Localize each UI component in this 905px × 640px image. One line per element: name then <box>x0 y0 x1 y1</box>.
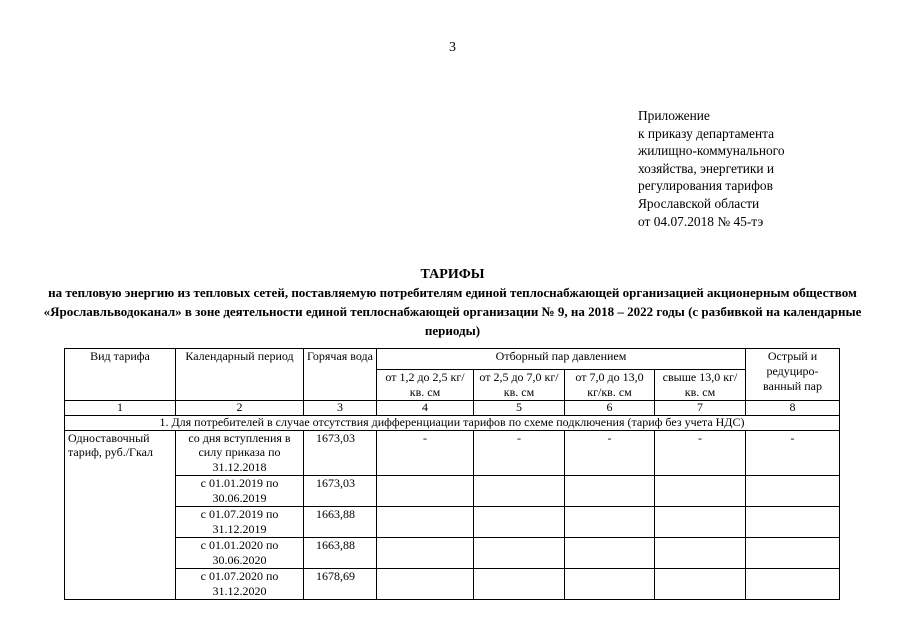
appendix-line: к приказу департамента <box>638 125 775 141</box>
steam-2-cell: - <box>474 430 565 475</box>
steam-1-cell <box>377 506 474 537</box>
steam-4-cell <box>655 506 746 537</box>
header-steam-1: от 1,2 до 2,5 кг/кв. см <box>377 370 474 401</box>
column-number: 8 <box>746 400 840 415</box>
steam-3-cell <box>565 475 655 506</box>
header-steam-4: свыше 13,0 кг/кв. см <box>655 370 746 401</box>
header-sharp-steam: Острый и редуциро-ванный пар <box>746 349 840 401</box>
sharp-steam-cell: - <box>746 430 840 475</box>
hot-water-cell: 1678,69 <box>304 568 377 599</box>
steam-4-cell <box>655 537 746 568</box>
steam-4-cell <box>655 568 746 599</box>
appendix-block <box>638 107 785 230</box>
table-row <box>65 537 840 568</box>
column-number: 5 <box>474 400 565 415</box>
period-cell: с 01.01.2019 по 30.06.2019 <box>176 475 304 506</box>
steam-3-cell: - <box>565 430 655 475</box>
column-number: 4 <box>377 400 474 415</box>
column-number: 7 <box>655 400 746 415</box>
column-number: 6 <box>565 400 655 415</box>
appendix-line: от 04.07.2018 № 45-тэ <box>638 213 764 229</box>
table-header-row <box>65 349 840 370</box>
appendix-line: регулирования тарифов <box>638 178 773 194</box>
steam-3-cell <box>565 568 655 599</box>
header-hot-water: Горячая вода <box>304 349 377 401</box>
period-cell: с 01.01.2020 по 30.06.2020 <box>176 537 304 568</box>
sharp-steam-cell <box>746 568 840 599</box>
section-title: 1. Для потребителей в случае отсутствия дифференциации тарифов по схеме подключения (тариф без учета НДС) <box>65 415 840 430</box>
table-row <box>65 506 840 537</box>
period-cell: с 01.07.2019 по 31.12.2019 <box>176 506 304 537</box>
steam-3-cell <box>565 537 655 568</box>
column-number: 1 <box>65 400 176 415</box>
steam-4-cell <box>655 475 746 506</box>
hot-water-cell: 1673,03 <box>304 475 377 506</box>
table-row <box>65 430 840 475</box>
sharp-steam-cell <box>746 475 840 506</box>
tariff-label: Одноставочный тариф, руб./Гкал <box>65 430 176 599</box>
steam-1-cell <box>377 475 474 506</box>
document-subtitle: на тепловую энергию из тепловых сетей, поставляемую потребителям единой теплоснабжающей организацией акционерным обществом «Ярославльводоканал» в зоне деятельности единой теплоснабжающей организации № 9, на 2018 – 2022 годы (с разбивкой на календарные периоды) <box>43 285 862 338</box>
steam-2-cell <box>474 568 565 599</box>
column-numbers-row <box>65 400 840 415</box>
sharp-steam-cell <box>746 537 840 568</box>
document-title: ТАРИФЫ <box>420 267 485 282</box>
tariff-table <box>64 348 840 600</box>
header-steam: Отборный пар давлением <box>377 349 746 370</box>
header-period: Календарный период <box>176 349 304 401</box>
steam-1-cell <box>377 537 474 568</box>
steam-2-cell <box>474 506 565 537</box>
hot-water-cell: 1663,88 <box>304 506 377 537</box>
column-number: 2 <box>176 400 304 415</box>
hot-water-cell: 1673,03 <box>304 430 377 475</box>
table-row <box>65 568 840 599</box>
appendix-line: хозяйства, энергетики и <box>638 160 775 176</box>
appendix-line: Приложение <box>638 108 710 123</box>
header-tariff-type: Вид тарифа <box>65 349 176 401</box>
header-steam-3: от 7,0 до 13,0 кг/кв. см <box>565 370 655 401</box>
steam-1-cell: - <box>377 430 474 475</box>
period-cell: со дня вступления в силу приказа по 31.12.2018 <box>176 430 304 475</box>
appendix-line: Ярославской области <box>638 195 760 211</box>
sharp-steam-cell <box>746 506 840 537</box>
section-row <box>65 415 840 430</box>
table-row <box>65 475 840 506</box>
steam-4-cell: - <box>655 430 746 475</box>
appendix-line: жилищно-коммунального <box>638 143 785 159</box>
steam-1-cell <box>377 568 474 599</box>
hot-water-cell: 1663,88 <box>304 537 377 568</box>
steam-3-cell <box>565 506 655 537</box>
steam-2-cell <box>474 537 565 568</box>
column-number: 3 <box>304 400 377 415</box>
steam-2-cell <box>474 475 565 506</box>
period-cell: с 01.07.2020 по 31.12.2020 <box>176 568 304 599</box>
page-number: 3 <box>449 40 456 55</box>
header-steam-2: от 2,5 до 7,0 кг/кв. см <box>474 370 565 401</box>
